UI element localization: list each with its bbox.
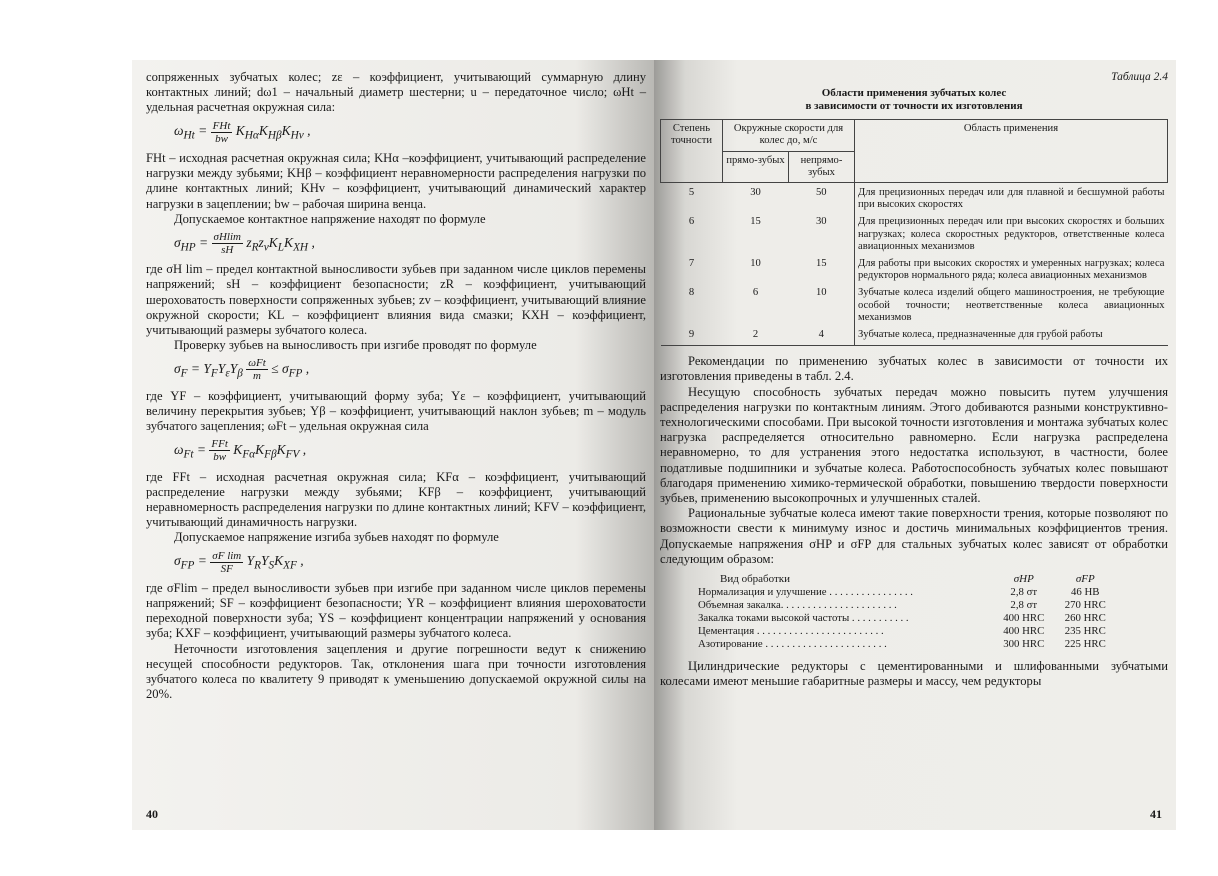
table-row <box>661 183 1168 216</box>
stress-hp: 300 HRC <box>1003 638 1045 651</box>
cell-helical: 10 <box>815 287 827 299</box>
stress-fp: 260 HRC <box>1064 612 1106 625</box>
table-row <box>661 215 1168 257</box>
stress-row <box>696 638 1116 651</box>
cell-degree: 8 <box>688 287 695 299</box>
stress-fp: 46 HB <box>1071 586 1100 599</box>
paragraph: Неточности изготовления зацепления и другие погрешности ведут к снижению несущей способности редукторов. Так, отклонения шага при точности изготовления зубчатого колеса по квалитету 9 приводят к уменьшению допускаемой окружной силы на 20%. <box>146 641 646 702</box>
paragraph: где σH lim – предел контактной выносливости зубьев при заданном числе циклов перемены напряжений; sH – коэффициент безопасности; zR – коэффициент, учитывающий шероховатость поверхности сопряженных зубьев; zv – коэффициент, учитывающий влияние окружной скорости; KL – коэффициент влияния вида смазки; KXH – коэффициент, учитывающий размеры зубчатого колеса. <box>146 262 646 337</box>
cell-area: Для прецизионных передач или для плавной и бесшумной работы при высоких скоростях <box>855 183 1168 216</box>
table-caption: Таблица 2.4 <box>1111 71 1168 83</box>
cell-degree: 5 <box>688 187 695 199</box>
stress-row <box>696 625 1116 638</box>
table-title-line: в зависимости от точности их изготовления <box>805 100 1023 113</box>
stress-kind: Нормализация и улучшение . . . . . . . . . . . . . . . . <box>698 586 913 599</box>
formula-denominator: bw <box>215 132 228 145</box>
formula-specific-force: $\omega_{Ht}$ = $\frac{\text{FHt}}{bw}$ $K_{H\alpha}K_{H\beta}K_{Hv}$ , <box>174 119 311 145</box>
header-area: Область применения <box>855 120 1168 183</box>
stress-fp: 270 HRC <box>1064 599 1106 612</box>
cell-helical: 15 <box>815 258 827 270</box>
paragraph: где FFt – исходная расчетная окружная сила; KFα – коэффициент, учитывающий распределение нагрузки между зубьями; KFβ – коэффициент, учитывающий неравномерность распределения нагрузки по длине контактных линий; KFV – коэффициент, учитывающий динамичность нагрузки. <box>146 469 646 530</box>
paragraph: Допускаемое контактное напряжение находят по формуле <box>174 211 486 226</box>
stress-kind: Азотирование . . . . . . . . . . . . . . . . . . . . . . . <box>698 638 887 651</box>
stress-hp: 2,8 σт <box>1010 599 1038 612</box>
cell-helical: 30 <box>815 216 827 228</box>
formula-specific-bending-force: $\omega_{Ft}$ = $\frac{\text{FFt}}{bw}$ $K_{F\alpha}K_{F\beta}K_{FV}$ , <box>174 438 307 464</box>
right-page <box>654 60 1176 830</box>
stress-header-kind: Вид обработки <box>720 573 791 586</box>
formula-contact-stress: $\sigma_{HP}$ = $\frac{\sigma Hlim}{sH}$ $z_Rz_vK_LK_{XH}$ , <box>174 230 315 256</box>
page-number: 41 <box>1150 807 1162 821</box>
stress-kind: Объемная закалка. . . . . . . . . . . . . . . . . . . . . . <box>698 599 897 612</box>
paragraph: Цилиндрические редукторы с цементированными и шлифованными зубчатыми колесами имеют меньшие габаритные размеры и массу, чем редукторы <box>660 659 1168 689</box>
formula-denominator: bw <box>213 451 227 464</box>
formula-bending-check: $\sigma_F = Y_FY_\varepsilon Y_\beta$ $\frac{\text{ωFt}}{m}$ ≤ $\sigma_{FP}$ , <box>174 357 310 383</box>
cell-area: Для работы при высоких скоростях и умеренных нагрузках; колеса редукторов нормального ряда; колеса авиационных механизмов <box>855 257 1168 286</box>
page-number: 40 <box>146 807 158 821</box>
cell-straight: 6 <box>752 287 759 299</box>
paragraph: сопряженных зубчатых колес; zε – коэффициент, учитывающий суммарную длину контактных линий; dω1 – начальный диаметр шестерни; u – передаточное число; ωHt – удельная расчетная окружная сила: <box>146 70 646 115</box>
stress-hp: 400 HRC <box>1003 625 1045 638</box>
cell-straight: 2 <box>723 328 789 346</box>
table-title <box>660 87 1168 113</box>
stress-table <box>696 573 1116 651</box>
cell-helical: 4 <box>789 328 855 346</box>
header-helical: непрямо-зубых <box>789 151 855 182</box>
right-page-text <box>660 70 1168 690</box>
header-speeds: Окружные скорости для колес до, м/с <box>723 120 855 151</box>
table-row <box>661 257 1168 286</box>
header-degree: Степень точности <box>661 120 723 183</box>
left-page <box>132 60 654 830</box>
stress-header-fp: σFP <box>1075 573 1095 586</box>
formula-denominator: m <box>253 370 261 383</box>
formula-numerator: ωFt <box>248 357 266 370</box>
formula-numerator: FFt <box>211 438 228 451</box>
cell-degree: 7 <box>688 258 695 270</box>
stress-fp: 235 HRC <box>1064 625 1106 638</box>
stress-row <box>696 599 1116 612</box>
stress-hp: 400 HRC <box>1003 612 1045 625</box>
cell-area: Зубчатые колеса изделий общего машиностроения, не требующие особой точности; неответственные колеса авиационных механизмов <box>855 286 1168 328</box>
stress-hp: 2,8 σт <box>1010 586 1038 599</box>
paragraph: Рациональные зубчатые колеса имеют такие поверхности трения, которые позволяют по возможности свести к минимуму износ и достичь минимальных коэффициентов трения. Допускаемые напряжения σHP и σFP для стальных зубчатых колес зависят от обработки следующим образом: <box>660 506 1168 566</box>
paragraph: FHt – исходная расчетная окружная сила; KHα –коэффициент, учитывающий распределение нагрузки между зубьями; KHβ – коэффициент неравномерности распределения нагрузки по длине контактных линий; KHv – коэффициент, учитывающий динамический характер нагрузки в зацеплении; bw – рабочая ширина венца. <box>146 150 646 211</box>
paragraph: где YF – коэффициент, учитывающий форму зуба; Yε – коэффициент, учитывающий величину перекрытия зубьев; Yβ – коэффициент, учитывающий наклон зубьев; m – модуль зубчатого зацепления; ωFt – удельная окружная сила <box>146 388 646 434</box>
paragraph: Допускаемое напряжение изгиба зубьев находят по формуле <box>174 530 499 545</box>
cell-straight: 15 <box>750 216 761 228</box>
formula-denominator: SF <box>220 562 233 575</box>
stress-kind: Закалка токами высокой частоты . . . . . . . . . . . <box>698 612 909 625</box>
applications-table <box>660 119 1168 346</box>
cell-straight: 30 <box>750 187 761 199</box>
cell-degree: 6 <box>688 216 695 228</box>
cell-area: Для прецизионных передач или при высоких скоростях и больших нагрузках; колеса скоростных редукторов, ответственные колеса авиационных механизмов <box>855 215 1168 257</box>
stress-row <box>696 612 1116 625</box>
cell-helical: 50 <box>815 187 827 199</box>
cell-degree: 9 <box>661 328 723 346</box>
table-title-line: Области применения зубчатых колес <box>821 87 1007 100</box>
formula-numerator: FHt <box>212 119 231 132</box>
formula-denominator: sH <box>221 243 234 256</box>
cell-area: Зубчатые колеса, предназначенные для грубой работы <box>855 328 1168 346</box>
paragraph: Проверку зубьев на выносливость при изгибе проводят по формуле <box>174 338 537 353</box>
formula-numerator: σF lim <box>212 549 242 562</box>
cell-straight: 10 <box>750 258 761 270</box>
paragraph: Рекомендации по применению зубчатых колес в зависимости от точности их изготовления приведены в табл. 2.4. <box>660 354 1168 384</box>
formula-numerator: σHlim <box>213 230 241 243</box>
header-straight: прямо-зубых <box>723 151 789 182</box>
paragraph: где σFlim – предел выносливости зубьев при изгибе при заданном числе циклов перемены напряжений; SF – коэффициент безопасности; YR – коэффициент влияния шероховатости переходной поверхности зуба; YS – коэффициент концентрации напряжений у основания зуба; KXF – коэффициент, учитывающий размеры зубчатого колеса. <box>146 580 646 641</box>
table-row <box>661 328 1168 346</box>
formula-allowable-bending: $\sigma_{FP}$ = $\frac{\text{σF lim}}{SF}$ $Y_RY_SK_{XF}$ , <box>174 549 304 575</box>
table-row <box>661 286 1168 328</box>
left-page-text <box>146 70 646 703</box>
stress-fp: 225 HRC <box>1064 638 1106 651</box>
stress-kind: Цементация . . . . . . . . . . . . . . . . . . . . . . . . <box>698 625 884 638</box>
stress-header-hp: σHP <box>1013 573 1034 586</box>
paragraph: Несущую способность зубчатых передач можно повысить путем улучшения распределения нагрузки по контактным линиям. Этого добиваются разными конструктивно-технологическими способами. При высокой точности изготовления и монтажа зубчатых колес нагрузка распределяется относительно равномерно. Если нагрузка распределена неравномерно, то для устранения этого недостатка используют, в частности, более податливые подшипники и зубчатые колеса. Работоспособность зубчатых колес повышают благодаря применению химико-термической обработки, повышению твердости поверхности зубьев, применению высокопрочных и улучшенных сталей. <box>660 384 1168 506</box>
stress-row <box>696 586 1116 599</box>
